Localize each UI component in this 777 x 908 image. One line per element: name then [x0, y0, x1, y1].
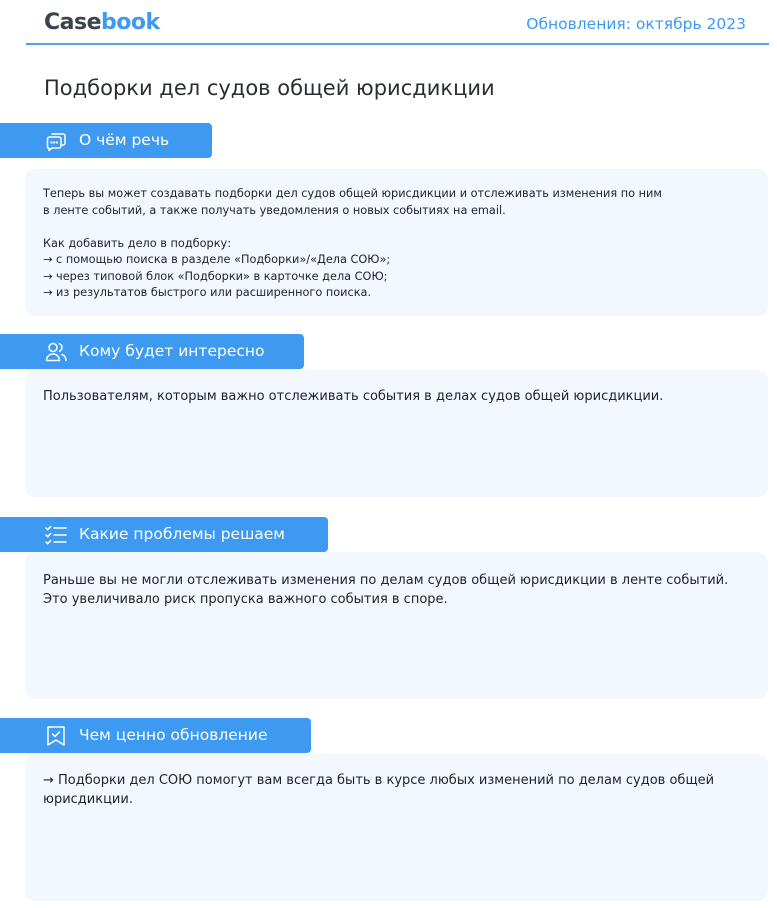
list-heading: Как добавить дело в подборку: — [43, 236, 232, 250]
logo-part-book: book — [101, 10, 160, 35]
section-box-value — [25, 754, 768, 901]
list-item: → из результатов быстрого или расширенного поиска. — [43, 286, 372, 299]
list-item: → с помощью поиска в разделе «Подборки»/«Дела СОЮ»; — [43, 253, 391, 266]
section-title: Какие проблемы решаем — [79, 525, 286, 543]
section-title: Чем ценно обновление — [79, 726, 268, 744]
update-date-label: Обновления: октябрь 2023 — [526, 15, 746, 33]
section-tab-audience — [0, 334, 304, 369]
section-text: → Подборки дел СОЮ помогут вам всегда быть в курсе любых изменений по делам судов общей юрисдикции. — [43, 773, 715, 807]
users-icon — [44, 340, 68, 364]
section-box-about — [25, 169, 768, 316]
section-title: Кому будет интересно — [79, 342, 265, 360]
section-title: О чём речь — [79, 131, 170, 149]
header — [0, 0, 777, 46]
section-tab-problems — [0, 517, 328, 552]
chat-bubbles-icon — [44, 129, 68, 153]
checklist-icon — [44, 523, 68, 547]
casebook-logo[interactable] — [44, 9, 160, 37]
paragraph-line: Теперь вы может создавать подборки дел судов общей юрисдикции и отслеживать изменения по ним — [43, 187, 662, 200]
header-divider — [26, 43, 769, 45]
section-text: Раньше вы не могли отслеживать изменения по делам судов общей юрисдикции в ленте событий. Это увеличивало риск пропуска важного события в споре. — [43, 573, 729, 607]
logo-part-case: Case — [44, 10, 102, 35]
bookmark-check-icon — [44, 724, 68, 748]
section-tab-value — [0, 718, 311, 753]
list-item: → через типовой блок «Подборки» в карточке дела СОЮ; — [43, 269, 388, 283]
section-box-audience — [25, 370, 768, 497]
paragraph-line: в ленте событий, а также получать уведомления о новых событиях на email. — [43, 203, 506, 217]
section-tab-about — [0, 123, 212, 158]
page-title: Подборки дел судов общей юрисдикции — [44, 76, 495, 100]
section-text: Пользователям, которым важно отслеживать события в делах судов общей юрисдикции. — [43, 389, 664, 404]
section-box-problems — [25, 552, 768, 699]
